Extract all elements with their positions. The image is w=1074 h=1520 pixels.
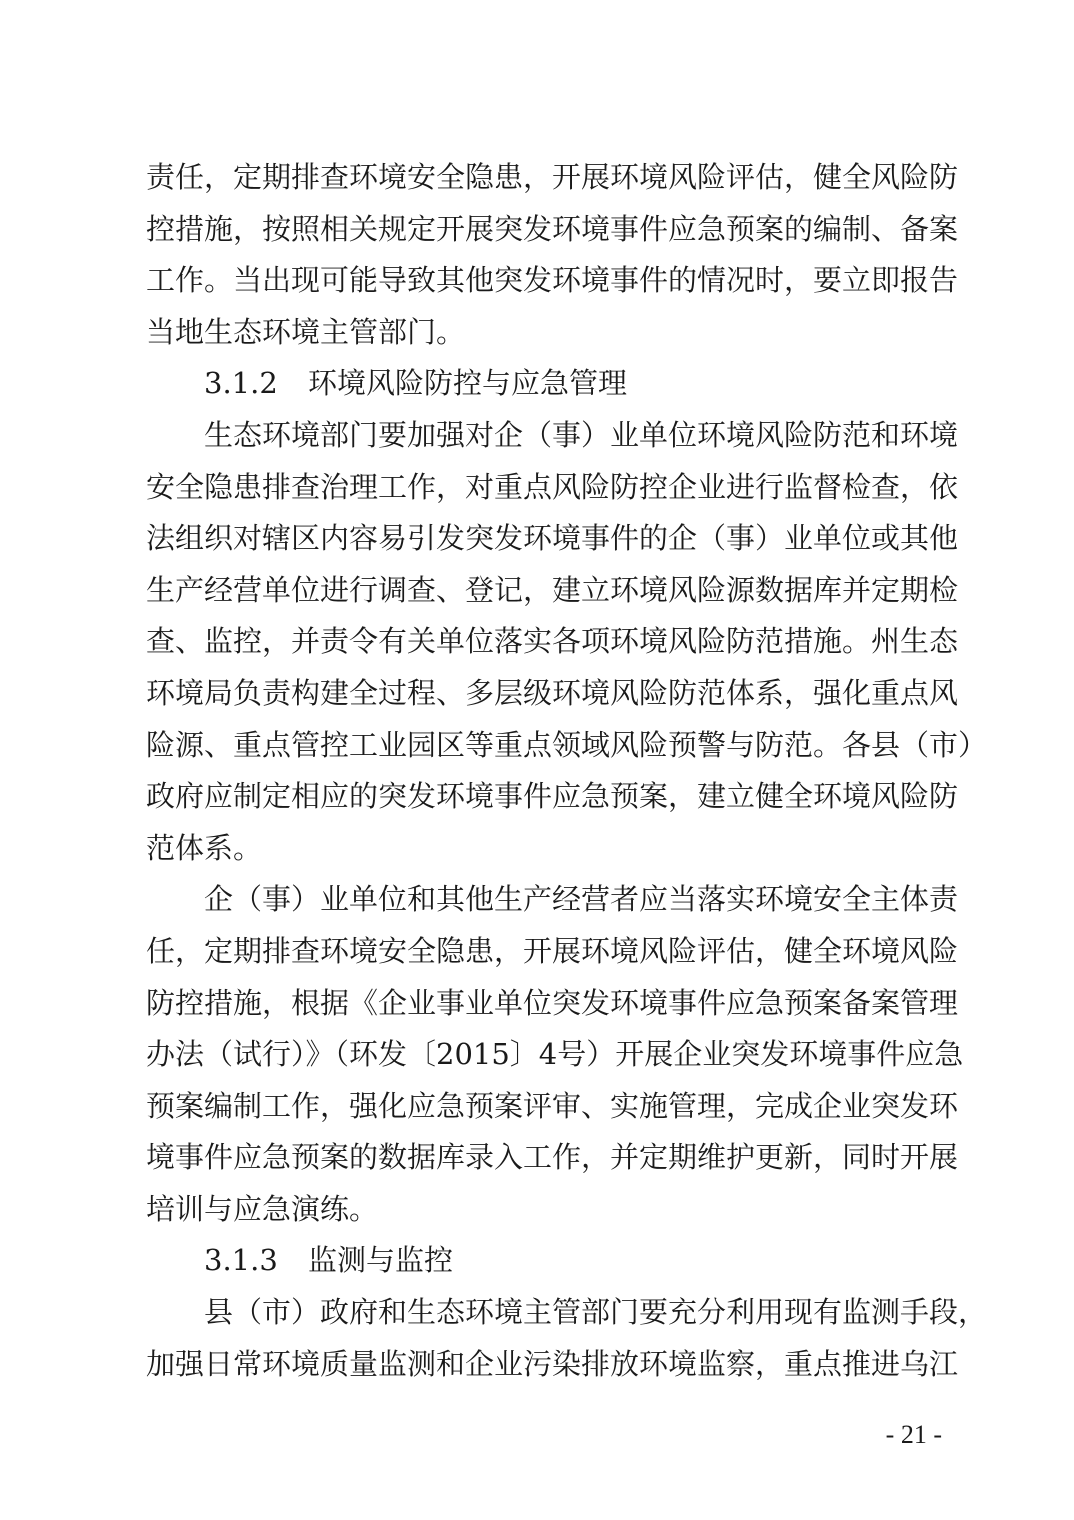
- text-line: 安全隐患排查治理工作，对重点风险防控企业进行监督检查，依: [146, 469, 959, 504]
- text-line: 当地生态环境主管部门。: [146, 314, 466, 349]
- text-line: 加强日常环境质量监测和企业污染排放环境监察，重点推进乌江: [146, 1346, 959, 1381]
- page-number: - 21 -: [885, 1420, 942, 1449]
- text-line: 范体系。: [146, 830, 263, 865]
- section-heading-3-1-3: [146, 1235, 942, 1287]
- text-line: 法组织对辖区内容易引发突发环境事件的企（事）业单位或其他: [146, 521, 959, 556]
- document-body: [146, 152, 988, 1390]
- text-line: 责任，定期排查环境安全隐患，开展环境风险评估，健全风险防: [146, 160, 959, 194]
- section-title: 监测与监控: [308, 1243, 454, 1278]
- text-line: 培训与应急演练。: [146, 1191, 379, 1226]
- text-line: 预案编制工作，强化应急预案评审、实施管理，完成企业突发环: [146, 1088, 959, 1123]
- paragraph-3: [146, 874, 964, 1235]
- section-number: 3.1.3: [204, 1243, 278, 1278]
- text-line: 防控措施，根据《企业事业单位突发环境事件应急预案备案管理: [146, 985, 959, 1020]
- text-line: 办法（试行）》（环发〔2015〕4号）开展企业突发环境事件应急: [146, 1037, 964, 1072]
- text-line: 险源、重点管控工业园区等重点领域风险预警与防范。各县（市）: [146, 727, 988, 762]
- text-line: 工作。当出现可能导致其他突发环境事件的情况时，要立即报告: [146, 263, 959, 298]
- section-title: 环境风险防控与应急管理: [308, 366, 628, 401]
- text-line: 任，定期排查环境安全隐患，开展环境风险评估，健全环境风险: [146, 933, 959, 968]
- paragraph-1: [146, 152, 959, 358]
- text-line: 查、监控，并责令有关单位落实各项环境风险防范措施。州生态: [146, 624, 959, 659]
- text-line: 生产经营单位进行调查、登记，建立环境风险源数据库并定期检: [146, 572, 959, 607]
- text-line: 境事件应急预案的数据库录入工作，并定期维护更新，同时开展: [146, 1140, 959, 1175]
- text-line: 政府应制定相应的突发环境事件应急预案，建立健全环境风险防: [146, 779, 959, 814]
- text-line: 生态环境部门要加强对企（事）业单位环境风险防范和环境: [204, 417, 959, 452]
- paragraph-2: [146, 410, 988, 874]
- text-line: 企（事）业单位和其他生产经营者应当落实环境安全主体责: [204, 882, 959, 917]
- section-number: 3.1.2: [204, 366, 278, 401]
- text-line: 县（市）政府和生态环境主管部门要充分利用现有监测手段，: [204, 1295, 988, 1330]
- section-heading-3-1-2: [146, 358, 942, 410]
- text-line: 环境局负责构建全过程、多层级环境风险防范体系，强化重点风: [146, 675, 959, 710]
- paragraph-4: [146, 1287, 988, 1390]
- text-line: 控措施，按照相关规定开展突发环境事件应急预案的编制、备案: [146, 211, 959, 246]
